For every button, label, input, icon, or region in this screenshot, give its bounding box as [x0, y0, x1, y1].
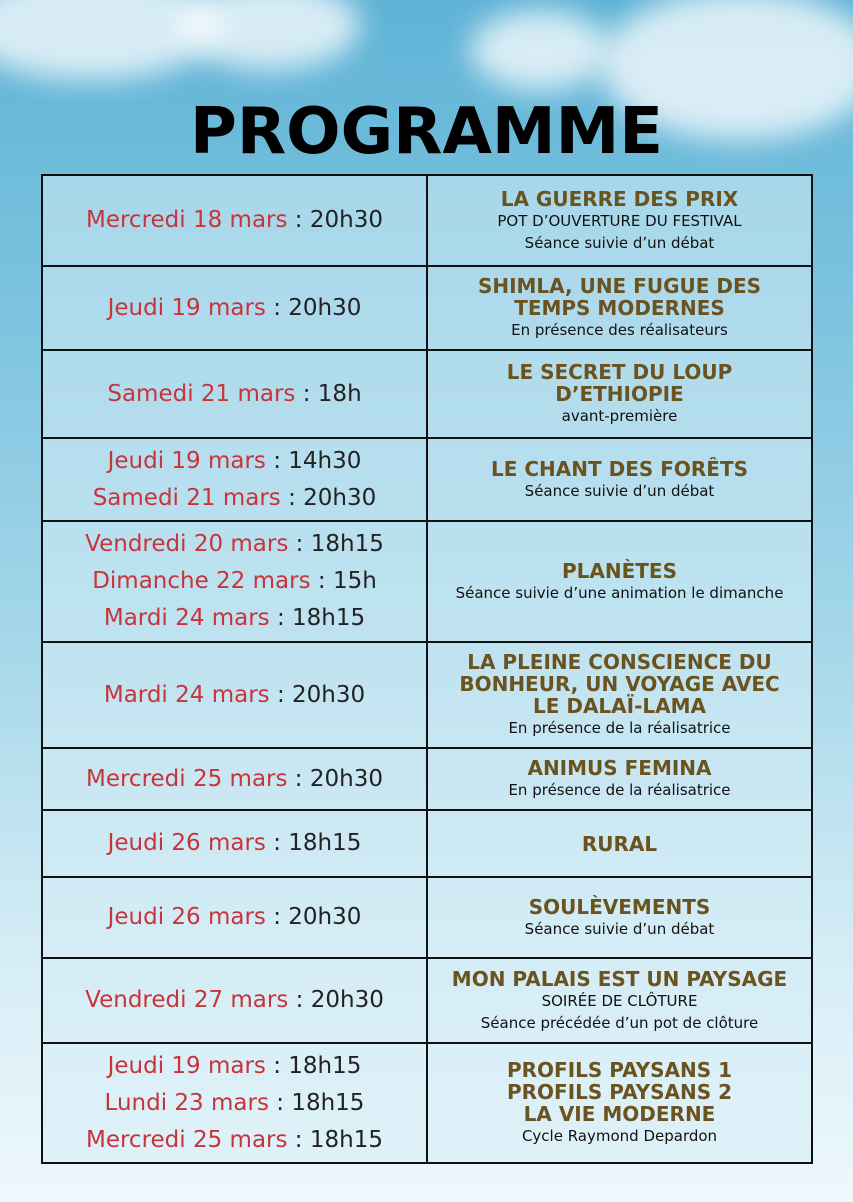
film-note: En présence de la réalisatrice	[508, 719, 731, 737]
separator: :	[265, 904, 289, 930]
separator: :	[295, 380, 318, 407]
film-title: D’ETHIOPIE	[555, 382, 684, 406]
programme-row	[42, 266, 812, 350]
film-note: Cycle Raymond Depardon	[521, 1127, 718, 1145]
separator: :	[280, 484, 304, 511]
programme-table	[41, 174, 813, 1164]
screening-time: 18h15	[310, 531, 384, 557]
film-title: PROFILS PAYSANS 1	[506, 1058, 733, 1082]
screening-time: 20h30	[288, 904, 362, 930]
separator: :	[268, 1089, 292, 1116]
film-title: TEMPS MODERNES	[514, 296, 725, 320]
screening-dates	[42, 642, 427, 748]
separator: :	[287, 1126, 310, 1153]
screening-time: 18h15	[309, 1126, 383, 1153]
screening-day: Jeudi 19 mars	[107, 447, 266, 474]
screening-day: Samedi 21 mars	[92, 484, 281, 511]
screening-dates	[42, 877, 427, 958]
separator: :	[310, 568, 333, 594]
film-title: SHIMLA, UNE FUGUE DES	[477, 274, 762, 298]
screening-dates	[42, 1043, 427, 1163]
screening-time: 18h15	[291, 1089, 365, 1116]
programme-row	[42, 438, 812, 521]
film-title: ANIMUS FEMINA	[527, 756, 712, 780]
film-note: Séance précédée d’un pot de clôture	[480, 1013, 759, 1032]
screening-time: 20h30	[309, 765, 383, 792]
film-note: Séance suivie d’un débat	[524, 481, 715, 500]
separator: :	[265, 830, 289, 856]
film-note: En présence de la réalisatrice	[508, 781, 731, 799]
cloud-decoration	[470, 10, 610, 90]
film-info	[427, 1043, 812, 1163]
screening-date	[47, 443, 422, 480]
film-title: RURAL	[581, 831, 658, 856]
programme-row	[42, 1043, 812, 1163]
screening-date	[47, 526, 422, 563]
screening-date	[47, 600, 422, 637]
separator: :	[288, 531, 311, 557]
screening-dates	[42, 958, 427, 1043]
screening-dates	[42, 438, 427, 521]
film-info	[427, 521, 812, 642]
film-info	[427, 642, 812, 748]
screening-time: 18h	[317, 380, 362, 407]
film-info	[427, 438, 812, 521]
screening-time: 18h15	[292, 605, 366, 631]
screening-date	[47, 1122, 422, 1159]
film-title: BONHEUR, UN VOYAGE AVEC	[459, 672, 780, 696]
screening-day: Jeudi 26 mars	[107, 904, 266, 930]
film-info	[427, 877, 812, 958]
page-title: PROGRAMME	[189, 95, 664, 169]
film-note: Séance suivie d’un débat	[524, 919, 715, 938]
film-title: LA GUERRE DES PRIX	[500, 186, 739, 211]
film-title: LA VIE MODERNE	[523, 1102, 716, 1126]
screening-time: 20h30	[292, 681, 366, 708]
separator: :	[287, 765, 310, 792]
screening-day: Samedi 21 mars	[107, 380, 296, 407]
programme-row	[42, 958, 812, 1043]
screening-time: 18h15	[288, 1052, 362, 1079]
film-info	[427, 958, 812, 1043]
screening-day: Mardi 24 mars	[103, 605, 270, 631]
programme-row	[42, 877, 812, 958]
screening-date	[47, 376, 422, 413]
separator: :	[288, 987, 311, 1013]
screening-day: Mercredi 18 mars	[85, 207, 288, 233]
film-title: MON PALAIS EST UN PAYSAGE	[451, 966, 788, 991]
screening-day: Vendredi 27 mars	[85, 987, 289, 1013]
film-note: En présence des réalisateurs	[511, 321, 728, 339]
screening-date	[47, 1048, 422, 1085]
screening-date	[47, 825, 422, 862]
screening-date	[47, 1085, 422, 1122]
screening-day: Mardi 24 mars	[103, 681, 270, 708]
screening-date	[47, 899, 422, 936]
screening-dates	[42, 810, 427, 877]
screening-time: 20h30	[288, 294, 362, 321]
programme-row	[42, 810, 812, 877]
film-note: SOIRÉE DE CLÔTURE	[541, 991, 698, 1010]
screening-date	[47, 982, 422, 1019]
screening-time: 20h30	[309, 207, 383, 233]
film-note: Séance suivie d’une animation le dimanche	[455, 583, 784, 602]
screening-date	[47, 290, 422, 327]
film-title: LE CHANT DES FORÊTS	[490, 456, 748, 481]
film-info	[427, 748, 812, 810]
screening-day: Dimanche 22 mars	[92, 568, 311, 594]
film-title: LA PLEINE CONSCIENCE DU	[467, 650, 772, 674]
separator: :	[287, 207, 310, 233]
screening-date	[47, 563, 422, 600]
film-info	[427, 266, 812, 350]
screening-date	[47, 202, 422, 239]
screening-date	[47, 480, 422, 517]
film-note: avant-première	[561, 407, 678, 425]
film-info	[427, 810, 812, 877]
screening-dates	[42, 521, 427, 642]
screening-dates	[42, 266, 427, 350]
screening-time: 18h15	[288, 830, 362, 856]
film-note: Séance suivie d’un débat	[524, 233, 715, 252]
film-note: POT D’OUVERTURE DU FESTIVAL	[497, 211, 742, 230]
screening-day: Mercredi 25 mars	[85, 765, 288, 792]
film-title: LE DALAÏ-LAMA	[532, 694, 707, 718]
screening-dates	[42, 175, 427, 266]
screening-day: Jeudi 19 mars	[107, 294, 266, 321]
programme-row	[42, 748, 812, 810]
programme-row	[42, 521, 812, 642]
screening-day: Jeudi 19 mars	[107, 1052, 266, 1079]
screening-dates	[42, 350, 427, 438]
separator: :	[265, 447, 289, 474]
programme-row	[42, 350, 812, 438]
screening-time: 15h	[332, 568, 377, 594]
screening-date	[47, 677, 422, 714]
screening-day: Jeudi 26 mars	[107, 830, 266, 856]
screening-day: Vendredi 20 mars	[85, 531, 289, 557]
programme-row	[42, 175, 812, 266]
film-title: PROFILS PAYSANS 2	[506, 1080, 733, 1104]
film-info	[427, 175, 812, 266]
film-title: LE SECRET DU LOUP	[506, 360, 733, 384]
screening-time: 20h30	[310, 987, 384, 1013]
screening-day: Mercredi 25 mars	[85, 1126, 288, 1153]
screening-day: Lundi 23 mars	[104, 1089, 269, 1116]
screening-date	[47, 761, 422, 798]
cloud-decoration	[180, 0, 360, 70]
film-info	[427, 350, 812, 438]
separator: :	[269, 605, 293, 631]
screening-time: 14h30	[288, 447, 362, 474]
separator: :	[265, 294, 289, 321]
programme-row	[42, 642, 812, 748]
film-title: SOULÈVEMENTS	[528, 894, 711, 919]
separator: :	[265, 1052, 289, 1079]
separator: :	[269, 681, 293, 708]
screening-time: 20h30	[303, 484, 377, 511]
film-title: PLANÈTES	[562, 558, 677, 583]
screening-dates	[42, 748, 427, 810]
